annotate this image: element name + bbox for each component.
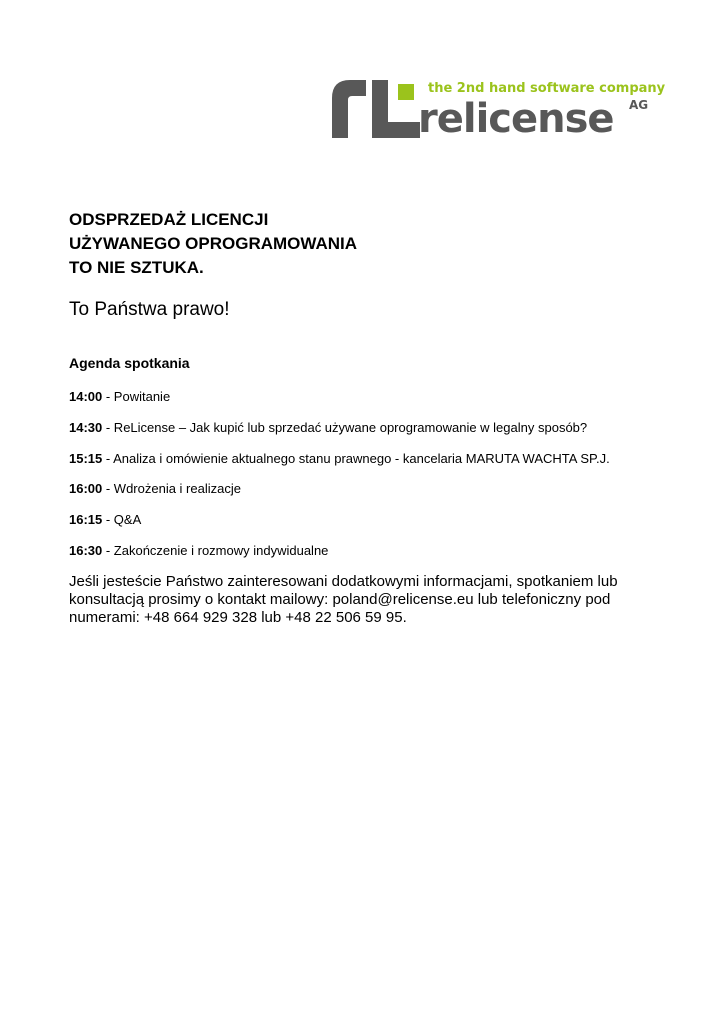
agenda-item bbox=[69, 481, 610, 512]
subheadline: To Państwa prawo! bbox=[69, 299, 230, 320]
agenda-text: - Zakończenie i rozmowy indywidualne bbox=[102, 542, 329, 558]
agenda-item bbox=[69, 543, 610, 574]
headline-line-3: TO NIE SZTUKA. bbox=[69, 258, 204, 277]
agenda-time: 16:30 bbox=[69, 542, 103, 558]
headline bbox=[69, 208, 357, 280]
agenda-time: 16:15 bbox=[69, 512, 103, 528]
logo-suffix: AG bbox=[629, 98, 649, 112]
agenda-text: - Q&A bbox=[102, 512, 142, 528]
agenda-text: - Analiza i omówienie aktualnego stanu prawnego - kancelaria MARUTA WACHTA SP.J. bbox=[102, 450, 610, 466]
headline-line-1: ODSPRZEDAŻ LICENCJI bbox=[69, 210, 269, 229]
agenda-text: - Wdrożenia i realizacje bbox=[102, 481, 241, 497]
agenda-item bbox=[69, 512, 610, 543]
rl-logo-mark bbox=[330, 74, 430, 142]
agenda-time: 16:00 bbox=[69, 481, 103, 497]
agenda-time: 14:00 bbox=[69, 389, 103, 404]
agenda-list bbox=[69, 389, 610, 574]
agenda-text: - ReLicense – Jak kupić lub sprzedać używane oprogramowanie w legalny sposób? bbox=[102, 419, 588, 435]
logo-tagline: the 2nd hand software company bbox=[428, 81, 666, 96]
agenda-text: - Powitanie bbox=[102, 389, 171, 404]
logo-wordmark: relicense bbox=[418, 96, 614, 142]
agenda-time: 14:30 bbox=[69, 419, 103, 435]
company-logo bbox=[330, 74, 666, 142]
agenda-item bbox=[69, 420, 610, 451]
contact-paragraph: Jeśli jesteście Państwo zainteresowani dodatkowymi informacjami, spotkaniem lub konsultacją prosimy o kontakt mailowy: poland@relicense.eu lub telefoniczny pod numerami: +48 664 929 328 lub +48 22 506 59 95. bbox=[69, 573, 618, 626]
agenda-item bbox=[69, 451, 610, 482]
headline-line-2: UŻYWANEGO OPROGRAMOWANIA bbox=[69, 234, 358, 253]
agenda-time: 15:15 bbox=[69, 450, 103, 466]
agenda-item bbox=[69, 389, 610, 420]
agenda-title: Agenda spotkania bbox=[69, 355, 190, 371]
